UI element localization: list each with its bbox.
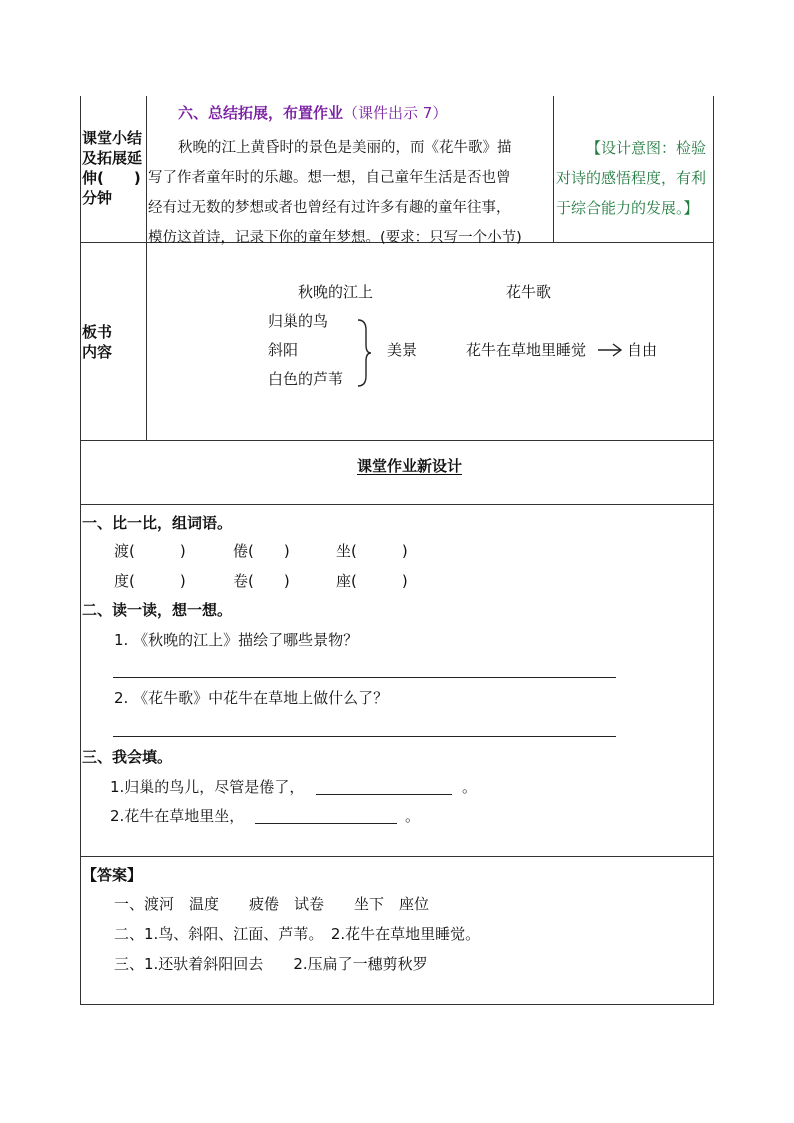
q1-cell: 渡( ) [114,542,186,560]
q1-cell: 座( ) [336,572,408,590]
summary-body-line: 写了作者童年时的乐趣。想一想，自己童年生活是否也曾 [148,170,511,186]
board-result: 美景 [387,341,418,359]
board-label-line: 板书 [82,323,113,341]
answer-blank-line[interactable] [113,736,616,737]
board-title-left: 秋晚的江上 [298,283,374,301]
q1-title: 一、比一比，组词语。 [82,514,233,532]
summary-heading-note: （课件出示 7） [343,104,448,122]
board-item: 斜阳 [268,341,299,359]
board-title-right: 花牛歌 [506,283,552,301]
q2-title: 二、读一读，想一想。 [82,601,233,619]
q2-item: 1. 《秋晚的江上》描绘了哪些景物？ [114,631,359,649]
answer-line: 三、1.还驮着斜阳回去 2.压扁了一穗剪秋罗 [114,955,428,973]
design-intent-line: 对诗的感悟程度，有利 [556,169,707,187]
q1-cell: 度( ) [114,572,186,590]
answer-blank-line[interactable] [113,677,616,678]
q3-title: 三、我会填。 [82,748,173,766]
summary-label-line: 伸( ) [82,169,141,187]
summary-label-line: 课堂小结 [82,129,143,147]
q3-item: 2.花牛在草地里坐， [110,807,245,825]
board-label-line: 内容 [82,343,113,361]
answer-line: 二、1.鸟、斜阳、江面、芦苇。 2.花牛在草地里睡觉。 [114,925,481,943]
summary-body [148,133,522,253]
homework-title: 课堂作业新设计 [357,457,463,475]
right-brace-icon [356,318,372,388]
q3-end-mark: 。 [405,807,421,825]
summary-body-line: 模仿这首诗，记录下你的童年梦想。(要求：只写一个小节) [148,230,522,246]
summary-label [82,128,148,208]
q3-item: 1.归巢的鸟儿，尽管是倦了， [110,778,305,796]
answer-line: 一、渡河 温度 疲倦 试卷 坐下 座位 [114,895,430,913]
summary-label-line: 分钟 [82,189,113,207]
summary-heading [178,103,447,123]
summary-body-line: 秋晚的江上黄昏时的景色是美丽的，而《花牛歌》描 [178,140,512,156]
summary-label-line: 及拓展延 [82,149,143,167]
summary-body-line: 经有过无数的梦想或者也曾经有过许多有趣的童年往事， [148,200,511,216]
fill-blank-line[interactable] [316,794,452,795]
q2-item: 2. 《花牛歌》中花牛在草地上做什么了？ [114,689,389,707]
q1-cell: 卷( ) [233,572,290,590]
arrow-right-icon [597,342,623,358]
q3-end-mark: 。 [462,778,478,796]
design-intent [556,133,706,223]
board-item: 白色的芦苇 [268,370,344,388]
answers-title: 【答案】 [82,866,143,884]
board-right-result: 自由 [627,341,658,359]
board-label [82,322,112,362]
q1-cell: 坐( ) [336,542,408,560]
q1-cell: 倦( ) [233,542,290,560]
board-item: 归巢的鸟 [268,312,329,330]
design-intent-line: 【设计意图：检验 [586,139,707,157]
design-intent-line: 于综合能力的发展。】 [556,199,699,217]
summary-heading-text: 六、总结拓展，布置作业 [178,104,344,122]
fill-blank-line[interactable] [255,823,397,824]
board-right-phrase: 花牛在草地里睡觉 [466,341,587,359]
